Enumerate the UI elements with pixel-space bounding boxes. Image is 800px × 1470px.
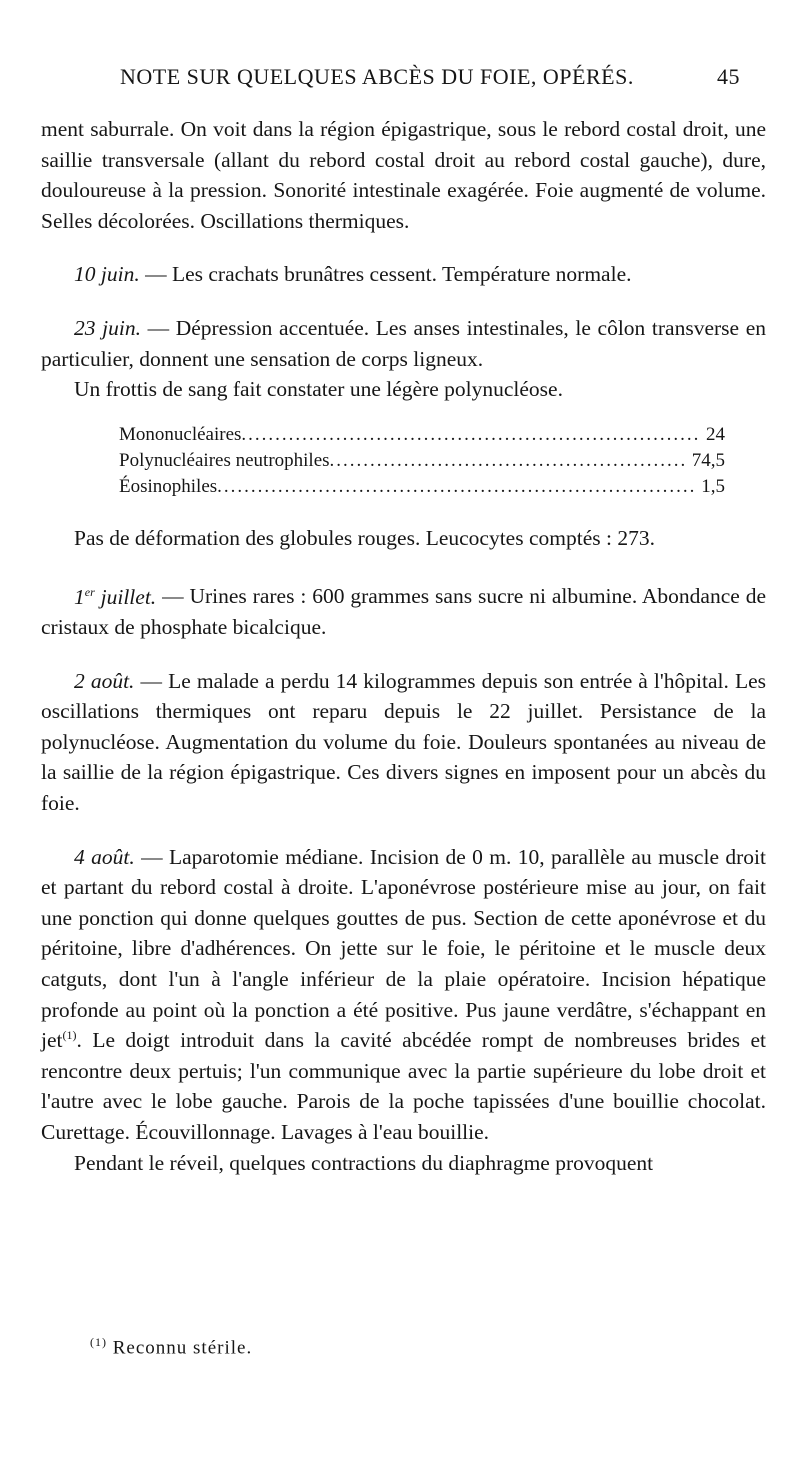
last-paragraph: Pendant le réveil, quelques contractions du diaphragme provoquent (74, 1150, 654, 1175)
body-text (41, 114, 766, 1178)
entry-date: 2 août. (74, 668, 135, 693)
date-ordinal: er (84, 584, 95, 599)
entry-date: 23 juin. (74, 315, 141, 340)
footnote-text: Reconnu stérile. (112, 1337, 253, 1359)
entry-1-juillet (41, 576, 766, 642)
count-label: Polynucléaires neutrophiles (119, 449, 330, 471)
globules-paragraph: Pas de déformation des globules rouges. Leucocytes comptés : 273. (74, 525, 655, 550)
count-value: 74,5 (691, 449, 725, 471)
count-value: 24 (706, 423, 725, 445)
footnote-reference[interactable]: (1) (62, 1028, 77, 1043)
count-value: 1,5 (701, 475, 725, 497)
entry-text: — Dépression accentuée. Les anses intestinales, le côlon transverse en particulier, donnent une sensation de corps ligneux. (41, 315, 766, 371)
entry-text: — Les crachats brunâtres cessent. Température normale. (139, 262, 632, 287)
footnote (90, 1335, 252, 1359)
leader-dots (241, 422, 700, 448)
leader-dots (330, 448, 686, 474)
date-day: 1 (74, 584, 85, 609)
count-row (119, 422, 725, 448)
footnote-mark: (1) (90, 1335, 107, 1349)
paragraph-continuation: ment saburrale. On voit dans la région épigastrique, sous le rebord costal droit, une saillie transversale (allant du rebord costal droit au rebord costal gauche), dure, douloureuse à la pression. Sonorité intestinale exagérée. Foie augmenté de volume. Selles décolorées. Oscillations thermiques. (41, 117, 766, 233)
entry-4-aout (41, 842, 766, 1148)
frottis-paragraph: Un frottis de sang fait constater une légère polynucléose. (74, 377, 563, 402)
entry-text: — Le malade a perdu 14 kilogrammes depuis son entrée à l'hôpital. Les oscillations thermiques ont reparu depuis le 22 juillet. Persistance de la polynucléose. Augmentation du volume du foie. Douleurs spontanées au niveau de la saillie de la région épigastrique. Ces divers signes en imposent pour un abcès du foie. (41, 668, 766, 816)
entry-date: 4 août. (74, 844, 135, 869)
leader-dots (217, 474, 695, 500)
entry-text-continued: . Le doigt introduit dans la cavité abcédée rompt de nombreuses brides et rencontre deux pertuis; l'un communique avec la partie supérieure du lobe droit et l'autre avec le lobe gauche. Parois de la poche tapissées d'une bouillie chocolat. Curettage. Écouvillonnage. Lavages à l'eau bouillie. (41, 1028, 766, 1144)
entry-date (74, 585, 156, 609)
count-row (119, 474, 725, 500)
running-title: NOTE SUR QUELQUES ABCÈS DU FOIE, OPÉRÉS. (120, 64, 634, 89)
entry-text: — Urines rares : 600 grammes sans sucre ni albumine. Abondance de cristaux de phosphate bicalcique. (41, 584, 766, 640)
date-month: juillet. (94, 584, 157, 609)
page-number: 45 (717, 64, 740, 89)
count-label: Mononucléaires (119, 423, 242, 445)
blood-count-table (119, 422, 725, 500)
entry-text: — Laparotomie médiane. Incision de 0 m. 10, parallèle au muscle droit et partant du rebord costal à droite. L'aponévrose postérieure mise au jour, on fait une ponction qui donne quelques gouttes de pus. Section de cette aponévrose et du péritoine, libre d'adhérences. On jette sur le foie, le péritoine et le muscle deux catguts, dont l'un à l'angle inférieur de la plaie opératoire. Incision hépatique profonde au point où la ponction a été positive. Pus jaune verdâtre, s'échappant en jet (41, 844, 766, 1053)
entry-date: 10 juin. (74, 262, 140, 287)
entry-10-juin (41, 259, 766, 290)
entry-2-aout (41, 666, 766, 819)
count-row (119, 448, 725, 474)
count-label: Éosinophiles (119, 475, 218, 497)
running-header (120, 64, 740, 90)
entry-23-juin (41, 313, 766, 374)
